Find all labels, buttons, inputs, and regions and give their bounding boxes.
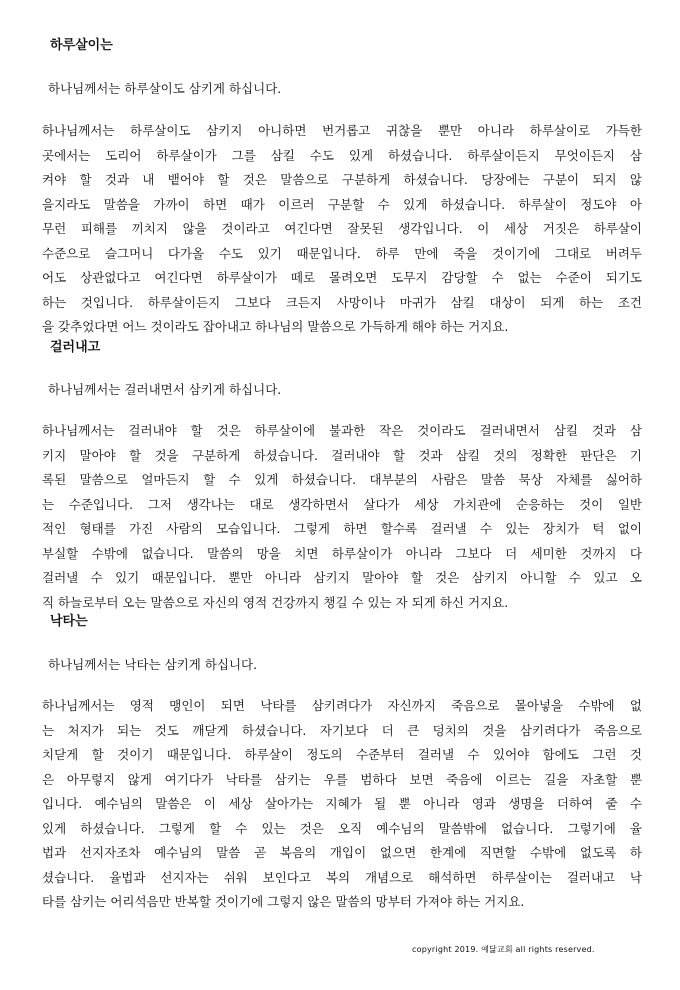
body-line: 있게 하셨습니다. 그렇게 할 수 있는 것은 오직 예수님의 말씀밖에 없습니다. 그렇기에 율 bbox=[42, 820, 642, 836]
section-body bbox=[42, 419, 642, 615]
body-line: 수준으로 슬그머니 다가올 수도 있기 때문입니다. 하루 만에 죽을 것이기에 그대로 버려두 bbox=[42, 245, 642, 261]
body-line: 셨습니다. 율법과 선지자는 쉬워 보인다고 복의 개념으로 해석하면 하루살이는 걸러내고 낙 bbox=[42, 869, 642, 885]
body-line: 하나님께서는 영적 맹인이 되면 낙타를 삼키려다가 자신까지 죽음으로 몰아넣을 수밖에 없 bbox=[42, 698, 642, 713]
body-line: 걸러낼 수 있기 때문입니다. 뿐만 아니라 삼키지 말아야 할 것은 삼키지 아니할 수 있고 오 bbox=[42, 570, 642, 585]
body-line: 직 하늘로부터 오는 말씀으로 자신의 영적 건강까지 챙길 수 있는 자 되게 하신 거지요. bbox=[42, 594, 509, 610]
body-line: 는 수준입니다. 그저 생각나는 대로 생각하면서 살다가 세상 가치관에 순응하는 것이 일반 bbox=[42, 496, 642, 512]
body-line: 부실할 수밖에 없습니다. 말씀의 망을 치면 하루살이가 아니라 그보다 더 세미한 것까지 다 bbox=[42, 545, 642, 561]
section-heading: 하루살이는 bbox=[50, 38, 113, 53]
body-line: 타를 삼키는 어리석음만 반복할 것이기에 그렇지 않은 말씀의 망부터 가져야 하는 거지요. bbox=[42, 894, 525, 909]
section-intro: 하나님께서는 걸러내면서 삼키게 하십니다. bbox=[48, 382, 282, 397]
section-heading: 낙타는 bbox=[50, 614, 88, 629]
section-intro: 하나님께서는 낙타는 삼키게 하십니다. bbox=[48, 657, 258, 672]
body-line: 켜야 할 것과 내 뱉어야 할 것은 말씀으로 구분하게 하셨습니다. 당장에는 구분이 되지 않 bbox=[42, 172, 642, 187]
body-line: 을지라도 말씀을 가까이 하면 때가 이르러 구분할 수 있게 하셨습니다. 하루살이 정도야 아 bbox=[42, 196, 642, 212]
section-body bbox=[42, 119, 642, 340]
body-line: 하나님께서는 걸러내야 할 것은 하루살이에 불과한 작은 것이라도 걸러내면서 삼킬 것과 삼 bbox=[42, 423, 642, 438]
body-line: 하나님께서는 하루살이도 삼키지 아니하면 번거롭고 귀찮을 뿐만 아니라 하루살이로 가득한 bbox=[42, 123, 642, 138]
body-line: 키지 말아야 할 것을 구분하게 하셨습니다. 걸러내야 할 것과 삼킬 것의 정확한 판단은 기 bbox=[42, 447, 642, 463]
section-body bbox=[42, 694, 642, 915]
body-line: 은 아무렇지 않게 여기다가 낙타를 삼키는 우를 범하다 보면 죽음에 이르는 길을 자초할 뿐 bbox=[42, 771, 642, 787]
section-heading: 걸러내고 bbox=[50, 340, 101, 355]
copyright-footer: copyright 2019. 예닮교회 all rights reserved. bbox=[412, 945, 595, 954]
body-line: 을 갖추었다면 어느 것이라도 잡아내고 하나님의 말씀으로 가득하게 해야 하는 거지요. bbox=[42, 319, 509, 334]
body-line: 무런 피해를 끼치지 않을 것이라고 여긴다면 잘못된 생각입니다. 이 세상 거짓은 하루살이 bbox=[42, 221, 642, 236]
body-line: 는 처지가 되는 것도 깨닫게 하셨습니다. 자기보다 더 큰 덩치의 것을 삼키려다가 죽음으로 bbox=[42, 722, 642, 738]
section-intro: 하나님께서는 하루살이도 삼키게 하십니다. bbox=[48, 81, 282, 96]
body-line: 적인 형태를 가진 사람의 모습입니다. 그렇게 하면 할수록 걸러낼 수 있는 장치가 턱 없이 bbox=[42, 521, 642, 536]
body-line: 곳에서는 도리어 하루살이가 그를 삼킬 수도 있게 하셨습니다. 하루살이든지 무엇이든지 삼 bbox=[42, 147, 642, 163]
body-line: 치닫게 할 것이기 때문입니다. 하루살이 정도의 수준부터 걸러낼 수 있어야 함에도 그런 것 bbox=[42, 747, 642, 762]
body-line: 입니다. 예수님의 말씀은 이 세상 살아가는 지혜가 될 뿐 아니라 영과 생명을 더하여 줄 수 bbox=[42, 796, 642, 811]
body-line: 하는 것입니다. 하루살이든지 그보다 크든지 사망이나 마귀가 삼킬 대상이 되게 하는 조건 bbox=[42, 294, 642, 310]
body-line: 법과 선지자조차 예수님의 말씀 곧 복음의 개입이 없으면 한계에 직면할 수밖에 없도록 하 bbox=[42, 845, 642, 860]
body-line: 록된 말씀으로 얼마든지 할 수 있게 하셨습니다. 대부분의 사람은 말씀 묵상 자체를 싫어하 bbox=[42, 472, 642, 487]
body-line: 어도 상관없다고 여긴다면 하루살이가 떼로 몰려오면 도무지 감당할 수 없는 수준이 되기도 bbox=[42, 270, 642, 285]
